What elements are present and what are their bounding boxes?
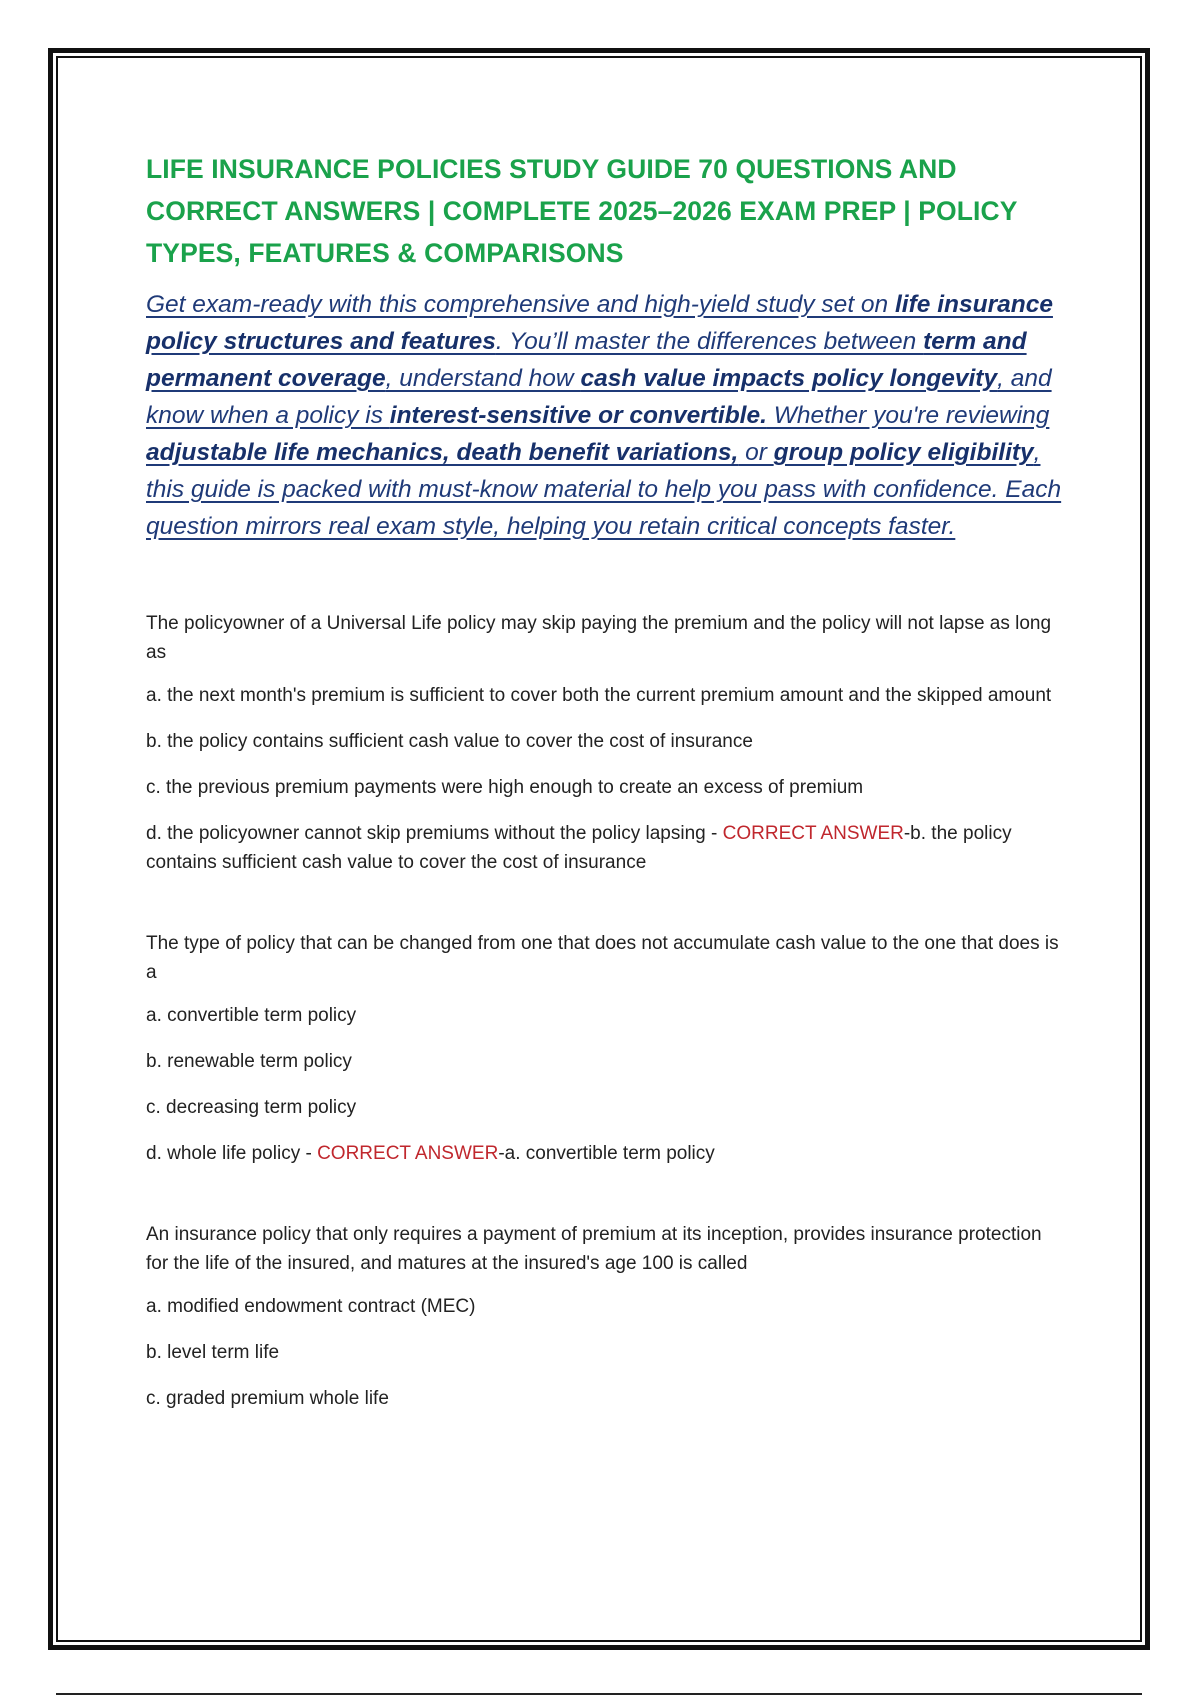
question-block <box>146 929 1066 1168</box>
document-body <box>146 148 1066 1430</box>
intro-text: Get exam-ready with this comprehensive and high-yield study set on <box>146 291 895 318</box>
intro-text: . You’ll master the differences between <box>495 328 924 355</box>
intro-text: , and know when a policy is <box>146 365 1052 429</box>
answer-option-with-key <box>146 819 1066 877</box>
intro-emphasis: life insurance policy structures and features <box>146 291 1053 355</box>
intro-text: or <box>738 439 774 466</box>
answer-option: a. modified endowment contract (MEC) <box>146 1296 476 1317</box>
answer-option-text: d. the policyowner cannot skip premiums without the policy lapsing - <box>146 823 723 844</box>
intro-text: Whether you're reviewing <box>766 402 1050 429</box>
answer-option: b. level term life <box>146 1342 280 1363</box>
question-stem: The type of policy that can be changed from one that does not accumulate cash value to the one that does is a <box>146 933 1059 983</box>
answer-option: c. decreasing term policy <box>146 1097 357 1118</box>
page-bottom-rule <box>56 1693 1142 1695</box>
intro-text: , understand how <box>385 365 581 392</box>
answer-option: a. convertible term policy <box>146 1005 357 1026</box>
answer-option: b. renewable term policy <box>146 1051 352 1072</box>
question-block <box>146 1220 1066 1413</box>
correct-answer-text: -a. convertible term policy <box>498 1143 715 1164</box>
intro-text: , this guide is packed with must-know material to help you pass with confidence. Each question mirrors real exam style, helping you retain critical concepts faster. <box>146 439 1062 540</box>
question-stem: An insurance policy that only requires a payment of premium at its inception, provides insurance protection for the life of the insured, and matures at the insured's age 100 is called <box>146 1224 1042 1274</box>
answer-option-with-key <box>146 1139 1066 1168</box>
intro-emphasis: cash value impacts policy longevity <box>580 365 998 392</box>
intro-emphasis: interest-sensitive or convertible. <box>389 402 767 429</box>
question-block <box>146 609 1066 877</box>
correct-answer-text: -b. the policy contains sufficient cash value to cover the cost of insurance <box>146 823 1012 873</box>
intro-emphasis: group policy eligibility <box>773 439 1034 466</box>
answer-option-text: d. whole life policy - <box>146 1143 318 1164</box>
answer-option: b. the policy contains sufficient cash value to cover the cost of insurance <box>146 731 753 752</box>
question-stem: The policyowner of a Universal Life policy may skip paying the premium and the policy will not lapse as long as <box>146 613 1052 663</box>
answer-option: c. graded premium whole life <box>146 1388 389 1409</box>
answer-option: c. the previous premium payments were high enough to create an excess of premium <box>146 777 864 798</box>
correct-answer-label: CORRECT ANSWER <box>317 1143 499 1164</box>
intro-paragraph <box>146 286 1066 545</box>
intro-emphasis: term and permanent coverage <box>146 328 1027 392</box>
document-title: LIFE INSURANCE POLICIES STUDY GUIDE 70 QUESTIONS AND CORRECT ANSWERS | COMPLETE 2025–2026 EXAM PREP | POLICY TYPES, FEATURES & COMPARISONS <box>146 154 1018 268</box>
correct-answer-label: CORRECT ANSWER <box>722 823 904 844</box>
intro-emphasis: adjustable life mechanics, death benefit variations, <box>146 439 739 466</box>
answer-option: a. the next month's premium is sufficient to cover both the current premium amount and the skipped amount <box>146 685 1052 706</box>
